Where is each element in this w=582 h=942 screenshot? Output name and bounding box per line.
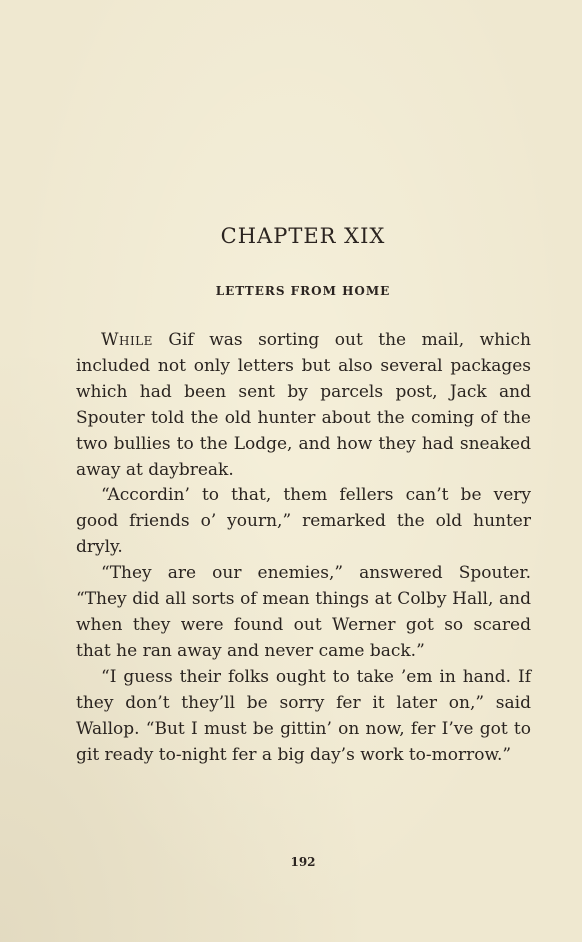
paragraph [76,328,531,483]
page-number: 192 [290,855,316,869]
paragraph-text: Gif was sorting out the mail, which included not only letters but also several packages which had been sent by parcels post, Jack and Spouter told the old hunter about the coming of the two bullies to the Lodge, and how they had sneaked away at daybreak. [76,330,531,480]
paragraph-lead-word: While [101,330,153,350]
chapter-body [76,328,531,768]
chapter-title: CHAPTER XIX [220,224,386,248]
paragraph: “I guess their folks ought to take ’em in hand. If they don’t they’ll be sorry fer it later on,” said Wallop. “But I must be gittin’ on now, fer I’ve got to git ready to-night fer a big day’s work to-morrow.” [76,666,531,765]
paragraph: “Accordin’ to that, them fellers can’t be very good friends o’ yourn,” remarked the old hunter dryly. [76,485,531,558]
paragraph: “They are our enemies,” answered Spouter. “They did all sorts of mean things at Colby Hall, and when they were found out Werner got so scared that he ran away and never came back.” [76,563,531,661]
chapter-subtitle: LETTERS FROM HOME [215,284,391,298]
